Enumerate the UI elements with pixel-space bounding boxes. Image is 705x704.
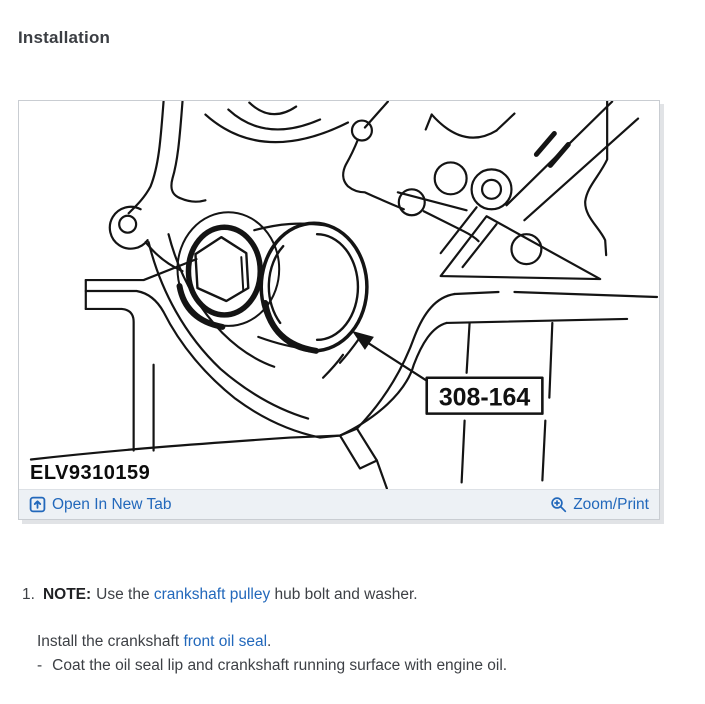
ledge-right-upper xyxy=(455,292,657,297)
rib-lower-1 xyxy=(441,207,477,253)
hex-head xyxy=(195,237,248,301)
rib-boss-inner xyxy=(482,180,501,199)
rib-hatch-2 xyxy=(550,144,568,165)
figure-toolbar xyxy=(19,489,659,519)
contour-rib-line xyxy=(398,192,467,210)
install-post-text: . xyxy=(267,633,272,650)
coat-seal-text: Coat the oil seal lip and crankshaft running surface with engine oil. xyxy=(52,657,508,674)
install-seal-line xyxy=(37,633,682,651)
zoom-print-link[interactable] xyxy=(550,496,649,514)
rib-line-2 xyxy=(524,119,638,221)
hex-facet xyxy=(241,257,243,291)
top-arc-1 xyxy=(228,110,320,130)
page-title: Installation xyxy=(18,28,111,47)
top-arc-4-tail-b xyxy=(426,115,432,130)
neck-line xyxy=(365,102,388,128)
hole-upper-mid xyxy=(435,162,467,194)
callout-arrowhead xyxy=(352,331,374,350)
gusset-triangle xyxy=(441,216,601,279)
dash-bullet: - xyxy=(37,657,43,674)
rib-boss-outer xyxy=(472,169,512,209)
rib-lower-2 xyxy=(463,224,497,267)
tool-rim-left xyxy=(269,246,283,323)
instructions-block xyxy=(22,586,682,675)
install-pre-text: Install the crankshaft xyxy=(37,633,184,650)
rib-hatch-1 xyxy=(536,134,554,155)
figure-card xyxy=(18,100,660,520)
figure-drawing xyxy=(19,101,659,489)
callout-label: 308-164 xyxy=(438,383,531,412)
strut-left-line xyxy=(129,102,164,214)
top-arc-4 xyxy=(432,115,497,138)
note-post-text: hub bolt and washer. xyxy=(270,586,418,603)
strut-right-line xyxy=(171,102,205,202)
figure-code: ELV9310159 xyxy=(30,462,151,484)
open-in-new-tab-icon xyxy=(29,496,46,513)
ledge-right-lower xyxy=(447,319,627,323)
flap-tail xyxy=(377,460,387,488)
contour-bump-2 xyxy=(399,189,425,215)
open-in-new-tab-link[interactable] xyxy=(29,496,171,514)
open-in-new-tab-label: Open In New Tab xyxy=(52,495,172,513)
vline-a-upper xyxy=(467,323,470,373)
cover-flap xyxy=(340,429,377,469)
note-label: NOTE: xyxy=(42,586,92,603)
top-arc-4-tail-a xyxy=(497,114,515,131)
note-pre-text: Use the xyxy=(96,586,154,603)
band-bottom-curve xyxy=(31,436,340,460)
magnifier-plus-icon xyxy=(550,496,567,513)
vline-b-lower xyxy=(542,421,545,481)
vline-a-lower xyxy=(462,421,465,483)
engine-diagram xyxy=(19,101,659,489)
coat-seal-line xyxy=(37,657,682,675)
crankshaft-pulley-link[interactable]: crankshaft pulley xyxy=(153,586,271,603)
tool-rim-right xyxy=(317,234,358,340)
front-oil-seal-link[interactable]: front oil seal xyxy=(183,633,268,650)
step-number: 1. xyxy=(22,586,35,603)
band-hash-1 xyxy=(323,355,343,378)
top-arc-3 xyxy=(249,103,296,115)
ledge-left-lower xyxy=(86,309,134,451)
step-1-note-line xyxy=(22,586,682,604)
boss-hole xyxy=(119,216,136,233)
zoom-print-label: Zoom/Print xyxy=(573,495,649,513)
contour-wavy xyxy=(343,139,404,209)
note-text xyxy=(43,586,418,604)
vline-b-upper xyxy=(549,323,552,398)
